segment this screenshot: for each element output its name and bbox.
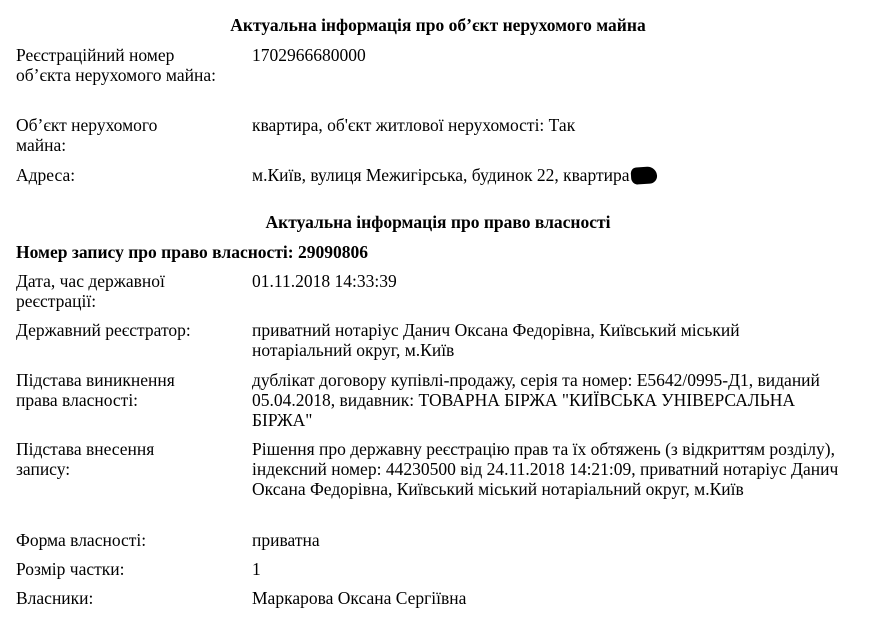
entry-basis-value: Рішення про державну реєстрацію прав та їх обтяжень (з відкриттям розділу), індексний номер: 44230500 від 24.11.2018 14:21:09, приватний нотаріус Данич Оксана Федорівна, Київський міський нотаріальний округ, м.Київ (252, 439, 839, 499)
ownership-basis-label: Підстава виникнення права власності: (16, 370, 175, 410)
address-value: м.Київ, вулиця Межигірська, будинок 22, квартира (252, 165, 630, 185)
address-value-wrap (252, 165, 852, 185)
redaction-mark (630, 166, 657, 185)
entry-basis-label: Підстава внесення запису: (16, 439, 155, 479)
address-label: Адреса: (16, 165, 76, 185)
object-type-value: квартира, об'єкт житлової нерухомості: Так (252, 115, 576, 135)
ownership-section-heading: Актуальна інформація про право власності (265, 212, 611, 232)
ownership-form-value: приватна (252, 530, 320, 550)
object-section-heading: Актуальна інформація про об’єкт нерухомого майна (230, 15, 646, 35)
owners-label: Власники: (16, 588, 94, 608)
share-size-value: 1 (252, 559, 261, 579)
registrar-value: приватний нотаріус Данич Оксана Федорівна, Київський міський нотаріальний округ, м.Київ (252, 320, 740, 360)
registrar-label: Державний реєстратор: (16, 320, 191, 340)
registration-number-label: Реєстраційний номер об’єкта нерухомого майна: (16, 45, 216, 85)
registration-number-value: 1702966680000 (252, 45, 366, 65)
registration-date-label: Дата, час державної реєстрації: (16, 271, 165, 311)
object-type-label: Об’єкт нерухомого майна: (16, 115, 158, 155)
share-size-label: Розмір частки: (16, 559, 125, 579)
registration-date-value: 01.11.2018 14:33:39 (252, 271, 397, 291)
ownership-record-title: Номер запису про право власності: 29090806 (16, 242, 368, 262)
owners-value: Маркарова Оксана Сергіївна (252, 588, 467, 608)
ownership-basis-value: дублікат договору купівлі-продажу, серія та номер: Е5642/0995-Д1, виданий 05.04.2018, видавник: ТОВАРНА БІРЖА "КИЇВСЬКА УНІВЕРСАЛЬНА БІРЖА" (252, 370, 820, 430)
ownership-form-label: Форма власності: (16, 530, 147, 550)
